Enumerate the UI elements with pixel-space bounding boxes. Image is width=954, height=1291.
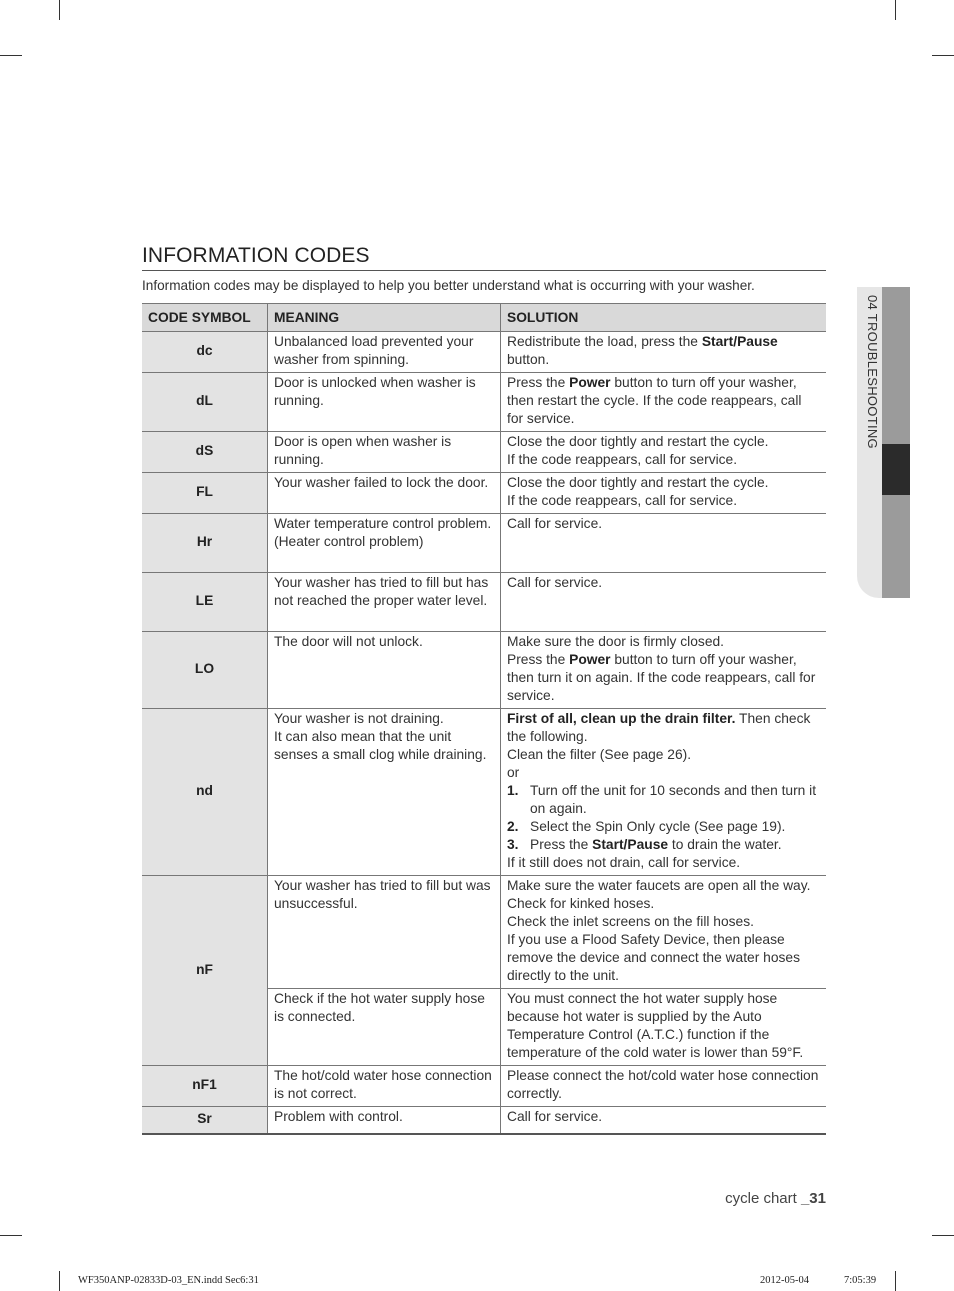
table-row (142, 632, 826, 709)
page-footer (725, 1190, 826, 1207)
table-row (142, 514, 826, 573)
code-symbol: dc (142, 332, 268, 373)
table-row (142, 573, 826, 632)
code-symbol: nF1 (142, 1066, 268, 1107)
solution-cell: You must connect the hot water supply hose because hot water is supplied by the Auto Temperature Control (A.T.C.) function if the temperature of the cold water is lower than 59°F. (501, 989, 827, 1066)
meaning-cell: Your washer has tried to fill but has not reached the proper water level. (268, 573, 501, 632)
solution-cell: Press the Power button to turn off your washer, then restart the cycle. If the code reappears, call for service. (501, 373, 827, 432)
solution-cell: First of all, clean up the drain filter. Then check the following. Clean the filter (See page 26). or 1. Turn off the unit for 10 seconds and then turn it on again. 2. Select the Spin Only cycle (See page 19). 3. Press the Start/Pause to drain the water. If it still does not drain, call for service. (501, 709, 827, 876)
table-row (142, 1066, 826, 1107)
code-symbol: dL (142, 373, 268, 432)
slug-file: WF350ANP-02833D-03_EN.indd Sec6:31 (78, 1275, 259, 1286)
page-number: _31 (800, 1190, 826, 1207)
crop-mark (0, 1235, 22, 1236)
solution-cell: Make sure the water faucets are open all the way. Check for kinked hoses. Check the inlet screens on the fill hoses. If you use a Flood Safety Device, then please remove the device and connect the water hoses directly to the unit. (501, 876, 827, 989)
crop-mark (932, 55, 954, 56)
solution-cell: Make sure the door is firmly closed. Press the Power button to turn off your washer, then turn it on again. If the code reappears, call for service. (501, 632, 827, 709)
slug-time: 7:05:39 (844, 1275, 877, 1286)
slug-date: 2012-05-04 (760, 1275, 809, 1286)
crop-mark (59, 1271, 60, 1291)
side-tab-label: 04 TROUBLESHOOTING (865, 295, 880, 449)
code-symbol: nF (142, 876, 268, 1066)
solution-cell: Please connect the hot/cold water hose connection correctly. (501, 1066, 827, 1107)
solution-cell: Close the door tightly and restart the cycle. If the code reappears, call for service. (501, 473, 827, 514)
code-symbol: nd (142, 709, 268, 876)
solution-cell: Call for service. (501, 573, 827, 632)
solution-cell: Call for service. (501, 1107, 827, 1134)
table-row (142, 373, 826, 432)
table-header-row (142, 304, 826, 332)
meaning-cell: Door is open when washer is running. (268, 432, 501, 473)
code-symbol: Hr (142, 514, 268, 573)
footer-section: cycle chart (725, 1190, 801, 1207)
solution-cell: Redistribute the load, press the Start/Pause button. (501, 332, 827, 373)
crop-mark (59, 0, 60, 20)
crop-mark (0, 55, 22, 56)
meaning-cell: Your washer has tried to fill but was unsuccessful. (268, 876, 501, 989)
code-symbol: LE (142, 573, 268, 632)
column-header-solution: SOLUTION (501, 304, 827, 332)
meaning-cell: The door will not unlock. (268, 632, 501, 709)
meaning-cell: Problem with control. (268, 1107, 501, 1134)
page-title: INFORMATION CODES (142, 244, 826, 271)
section-side-tab (857, 287, 910, 598)
table-row (142, 473, 826, 514)
meaning-cell: Door is unlocked when washer is running. (268, 373, 501, 432)
meaning-cell: The hot/cold water hose connection is not correct. (268, 1066, 501, 1107)
table-row (142, 709, 826, 876)
column-header-code: CODE SYMBOL (142, 304, 268, 332)
table-row (142, 1107, 826, 1134)
column-header-meaning: MEANING (268, 304, 501, 332)
crop-mark (895, 1271, 896, 1291)
meaning-cell: Unbalanced load prevented your washer from spinning. (268, 332, 501, 373)
information-codes-table (142, 303, 826, 1135)
table-row (142, 332, 826, 373)
table-row (142, 876, 826, 989)
code-symbol: Sr (142, 1107, 268, 1134)
solution-cell: Call for service. (501, 514, 827, 573)
side-tab-marker (882, 444, 910, 495)
meaning-cell: Check if the hot water supply hose is connected. (268, 989, 501, 1066)
meaning-cell: Water temperature control problem. (Heater control problem) (268, 514, 501, 573)
code-symbol: dS (142, 432, 268, 473)
meaning-cell: Your washer failed to lock the door. (268, 473, 501, 514)
crop-mark (895, 0, 896, 20)
intro-text: Information codes may be displayed to help you better understand what is occurring with your washer. (142, 278, 755, 293)
side-tab-bar (882, 287, 910, 598)
code-symbol: LO (142, 632, 268, 709)
table-row (142, 432, 826, 473)
solution-cell: Close the door tightly and restart the cycle. If the code reappears, call for service. (501, 432, 827, 473)
code-symbol: FL (142, 473, 268, 514)
crop-mark (932, 1235, 954, 1236)
meaning-cell: Your washer is not draining. It can also mean that the unit senses a small clog while draining. (268, 709, 501, 876)
